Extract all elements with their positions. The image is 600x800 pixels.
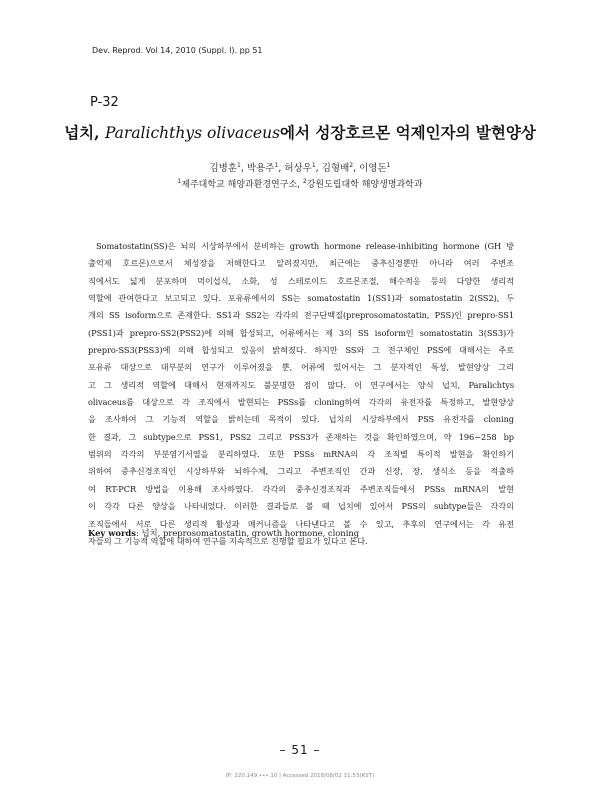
abstract-line: 여 RT-PCR 방법을 이용해 조사하였다. 각각의 중추신경조직과 주변조직들에서 PSSs mRNA의 발현 [88, 483, 514, 494]
abstract-line: 한 결과, 그 subtype으로 PSS1, PSS2 그리고 PSS3가 존재하는 것을 확인하였으며, 약 196∼258 bp [88, 431, 514, 442]
abstract-line: 역할에 관여한다고 보고되고 있다. 포유류에서의 SS는 somatostatin 1(SS1)과 somatostatin 2(SS2), 두 [88, 293, 514, 304]
abstract-line: 포유류 대상으로 대부분의 연구가 이루어졌을 뿐, 어류에 있어서는 그 분자적인 특성, 발현양상 그리 [88, 362, 514, 373]
abstract-line: 출억제 호르몬)으로서 체성장을 저해한다고 알려졌지만, 최근에는 중추신경뿐만 아니라 여러 주변조 [88, 258, 514, 269]
author: 김형배$^2$, [321, 161, 360, 174]
keywords-text: : 넙치, preprosomatostatin, growth hormone, cloning [135, 528, 360, 538]
abstract-line: Somatostatin(SS)은 뇌의 시상하부에서 분비하는 growth hormone release-inhibiting hormone (GH 방 [96, 241, 514, 251]
journal-header: Dev. Reprod. Vol 14, 2010 (Suppl. I). pp 51 [92, 46, 263, 55]
keywords [88, 527, 528, 539]
abstract-line: prepro-SS3(PSS3)에 의해 합성되고 있음이 밝혀졌다. 하지만 SS와 그 전구체인 PSS에 대해서는 주로 [88, 345, 514, 356]
author: 이영돈$^1$ [359, 161, 391, 174]
author: 김병훈$^1$, [209, 161, 247, 174]
abstract-line: 직에서도 넓게 분포하며 먹이섭식, 소화, 성 스테로이드 호르몬조절, 해수적응 등의 다양한 생리적 [88, 275, 514, 286]
abstract-line: 을 조사하여 그 기능적 역할을 밝히는데 목적이 있다. 넙치의 시상하부에서 PSS 유전자를 cloning [88, 414, 514, 425]
abstract-line: 위하여 중추신경조직인 시상하부와 뇌하수체, 그리고 주변조직인 간과 신장, 장, 생식소 등을 적출하 [88, 466, 514, 477]
affiliation: 강원도립대학 해양생명과학과 [306, 180, 423, 190]
abstract-line: 자들의 그 기능적 역할에 대하여 연구를 지속적으로 진행할 필요가 있다고 본다. [88, 535, 368, 546]
abstract-body [88, 238, 514, 550]
title-species: Paralichthys olivaceus [104, 124, 281, 142]
paper-id: P-32 [90, 95, 119, 110]
affiliation-marker: 1 [177, 178, 182, 185]
abstract-line: 조직들에서 서로 다른 생리적 활성과 메커니즘을 나타낸다고 볼 수 있고, 추후의 연구에서는 각 유전 [88, 518, 514, 529]
abstract-line: 범위의 각각의 부분염기서열을 분리하였다. 또한 PSSs mRNA의 각 조직별 특이적 발현을 확인하기 [88, 449, 514, 460]
access-footer: IP: 220.149.•••.10 | Accessed 2018/08/02 11:53(KST) [225, 773, 375, 779]
keywords-label: Key words [88, 528, 136, 538]
author: 박용주$^1$, [246, 161, 285, 174]
affiliations [0, 177, 600, 190]
page-number: – 51 – [279, 743, 321, 757]
author-list [0, 160, 600, 174]
abstract-line: 고 그 생리적 역할에 대해서 현재까지도 불분명한 점이 많다. 이 연구에서는 양식 넙치, Paralichtys [88, 379, 514, 390]
title-prefix: 넙치, [64, 123, 105, 142]
title-suffix: 에서 성장호르몬 억제인자의 발현양상 [280, 123, 536, 142]
author: 허상우$^1$, [284, 161, 322, 174]
abstract-line: (PSS1)과 prepro-SS2(PSS2)에 의해 합성되고, 어류에서는 제 3의 SS isoform인 somatostatin 3(SS3)가 [88, 327, 514, 338]
paper-title [0, 121, 600, 143]
abstract-line: olivaceus를 대상으로 각 조직에서 발현되는 PSSs를 cloning하여 각각의 유전자를 특정하고, 발현양상 [88, 397, 514, 408]
affiliation: 제주대학교 해양과환경연구소, [181, 180, 303, 190]
abstract-line: 이 각각 다른 양상을 나타내었다. 이러한 결과들로 볼 때 넙치에 있어서 PSS의 subtype들은 각각의 [88, 501, 514, 512]
affiliation-marker: 2 [302, 178, 307, 185]
abstract-line: 개의 SS isoform으로 존재한다. SS1과 SS2는 각각의 전구단백질(preprosomatostatin, PSS)인 prepro-SS1 [88, 310, 514, 321]
